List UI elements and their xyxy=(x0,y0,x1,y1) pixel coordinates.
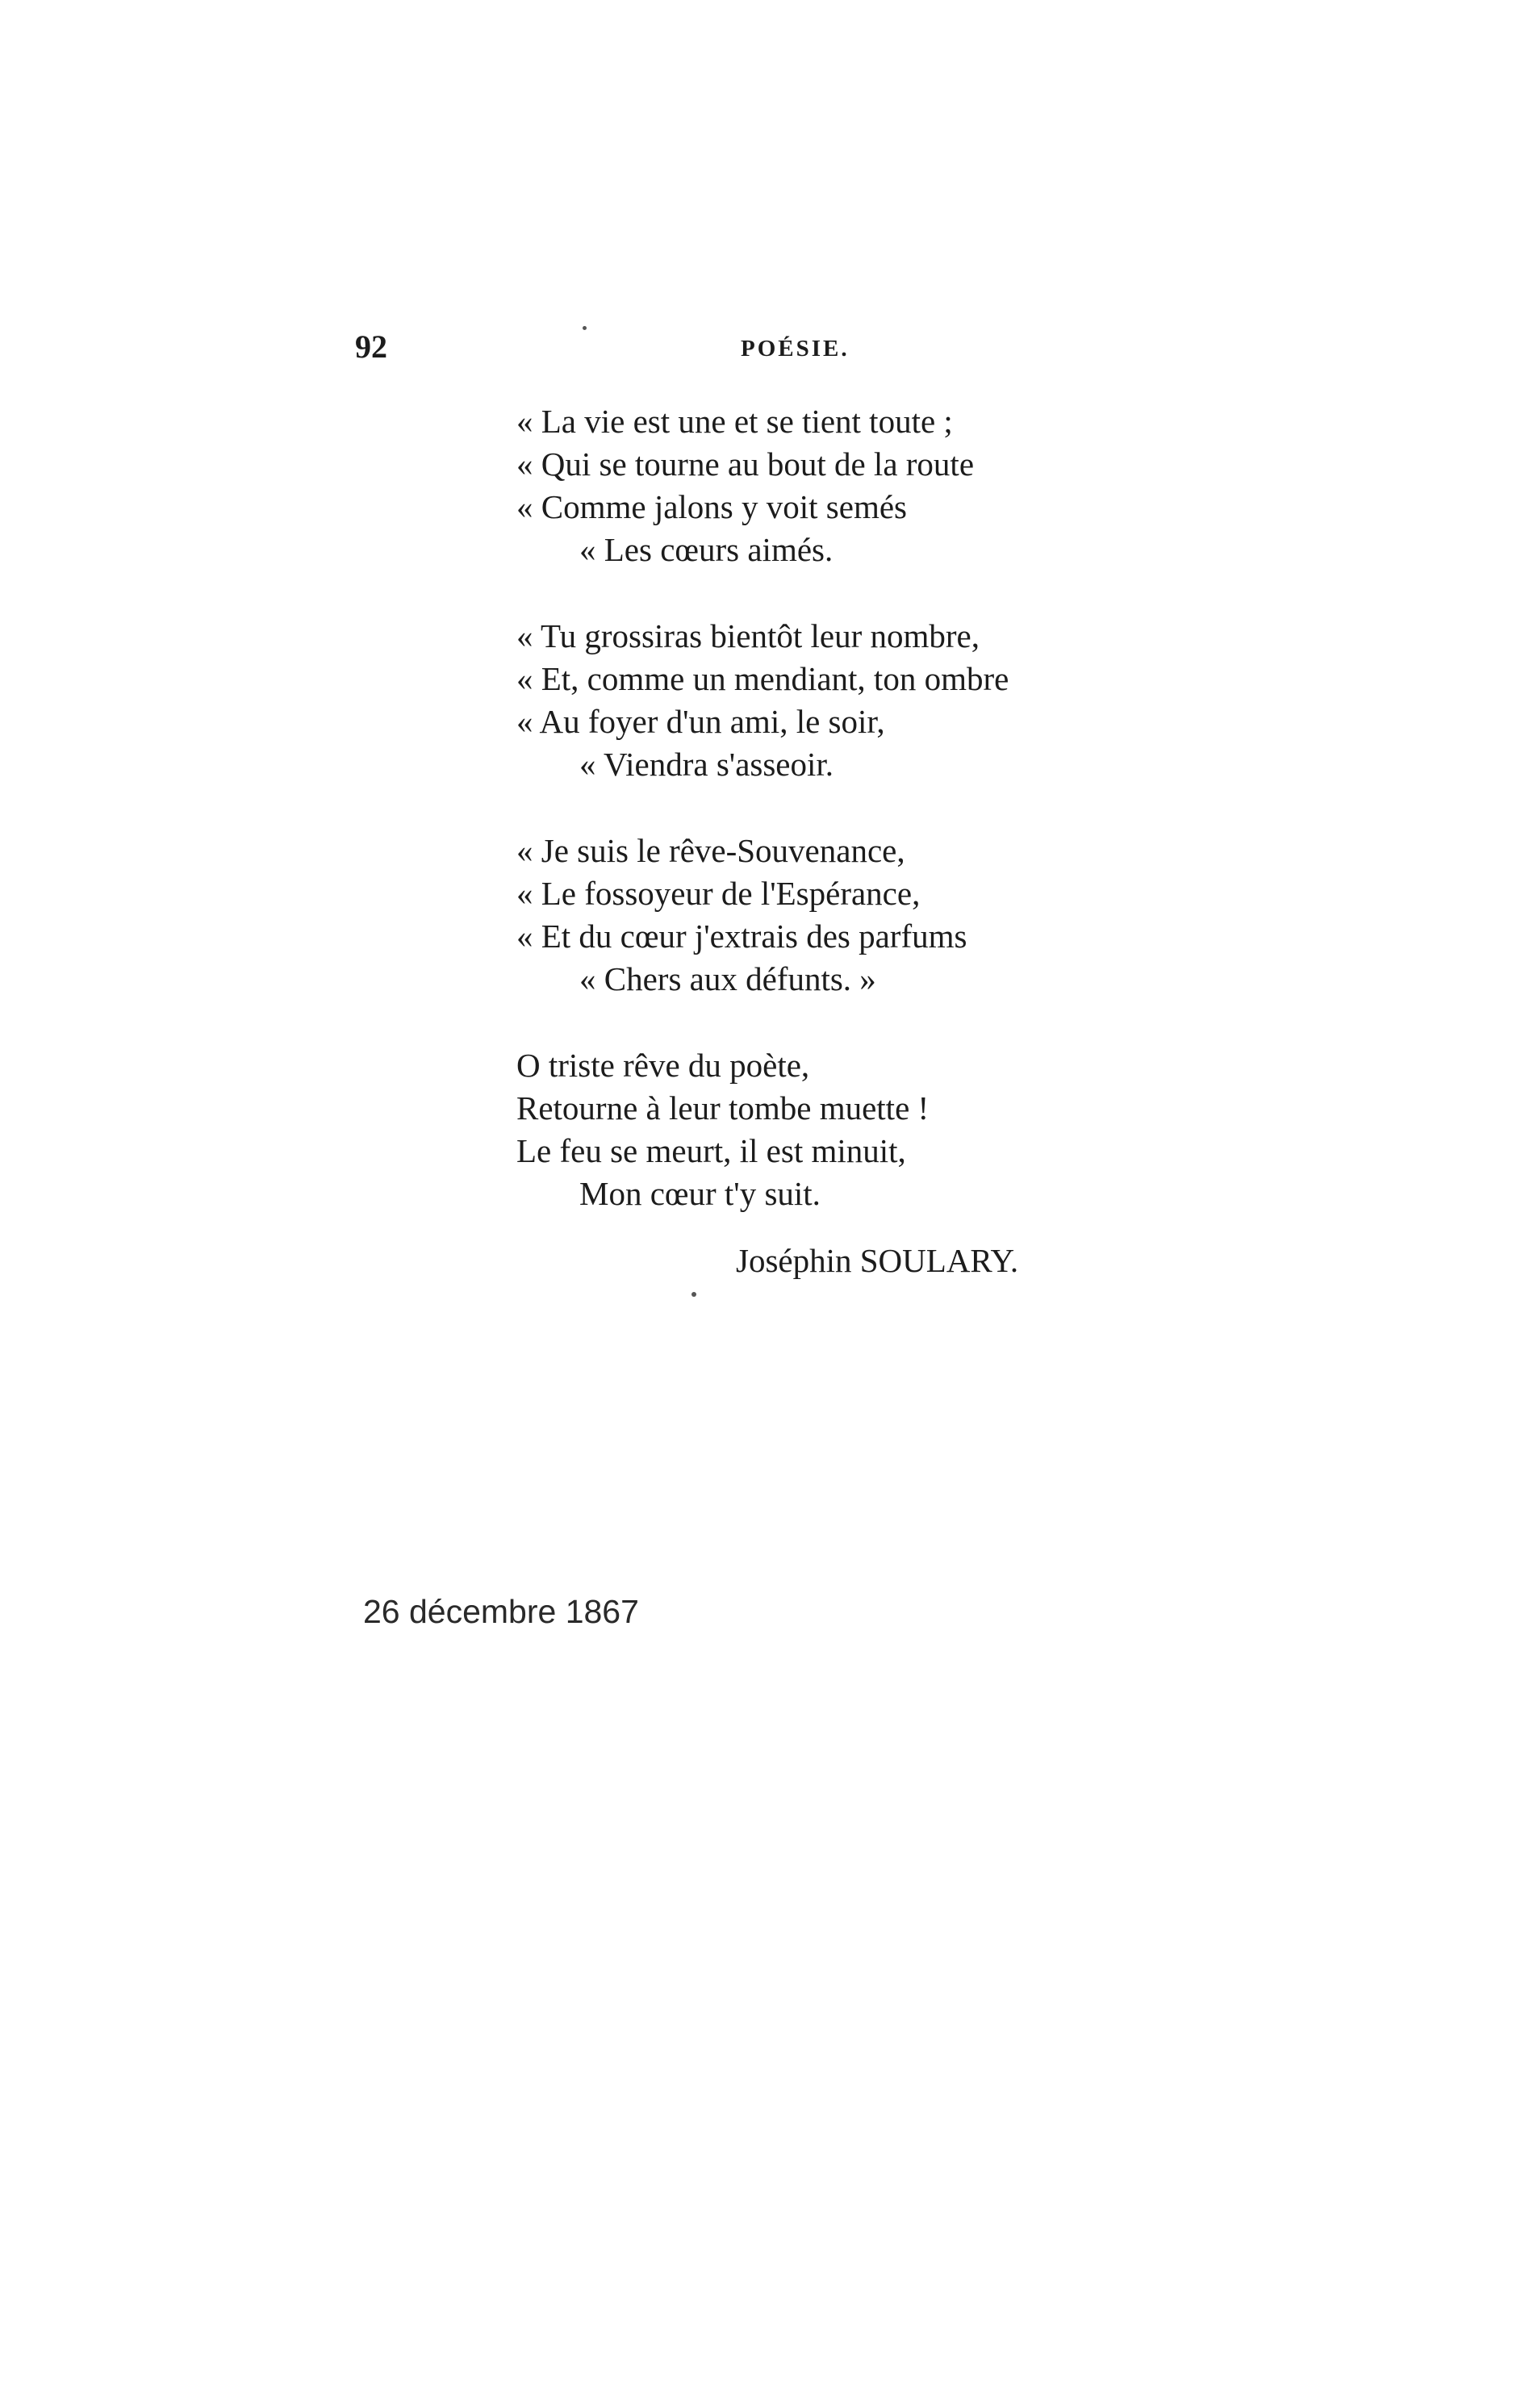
poem-line: « Chers aux défunts. » xyxy=(579,960,876,997)
poem-line: « Et, comme un mendiant, ton ombre xyxy=(516,660,1009,697)
page-number: 92 xyxy=(355,328,387,365)
stanza-1 xyxy=(516,400,1404,571)
poem-line: « Je suis le rêve-Souvenance, xyxy=(516,832,905,869)
stanza-2 xyxy=(516,615,1404,786)
poem-line: « Tu grossiras bientôt leur nombre, xyxy=(516,617,980,654)
poem-line: Le feu se meurt, il est minuit, xyxy=(516,1132,906,1169)
poem-line: « Comme jalons y voit semés xyxy=(516,488,907,525)
poem-line: « Au foyer d'un ami, le soir, xyxy=(516,703,885,740)
stanza-3 xyxy=(516,830,1404,1001)
running-head: POÉSIE. xyxy=(741,336,850,362)
poem-line: O triste rêve du poète, xyxy=(516,1047,810,1084)
poem-line: « La vie est une et se tient toute ; xyxy=(516,403,953,440)
poem-line: Mon cœur t'y suit. xyxy=(579,1175,821,1212)
poem-line: « Viendra s'asseoir. xyxy=(579,746,834,783)
poem-line: « Les cœurs aimés. xyxy=(579,531,834,568)
handwritten-date: 26 décembre 1867 xyxy=(363,1593,639,1630)
author-signature: Joséphin SOULARY. xyxy=(736,1242,1019,1279)
scan-speck xyxy=(691,1292,696,1297)
poem xyxy=(516,400,1404,1259)
poem-line: « Le fossoyeur de l'Espérance, xyxy=(516,875,921,912)
stanza-4 xyxy=(516,1044,1404,1215)
poem-line: « Et du cœur j'extrais des parfums xyxy=(516,918,967,955)
scan-speck xyxy=(583,326,587,330)
poem-line: « Qui se tourne au bout de la route xyxy=(516,445,975,483)
poem-line: Retourne à leur tombe muette ! xyxy=(516,1089,930,1127)
